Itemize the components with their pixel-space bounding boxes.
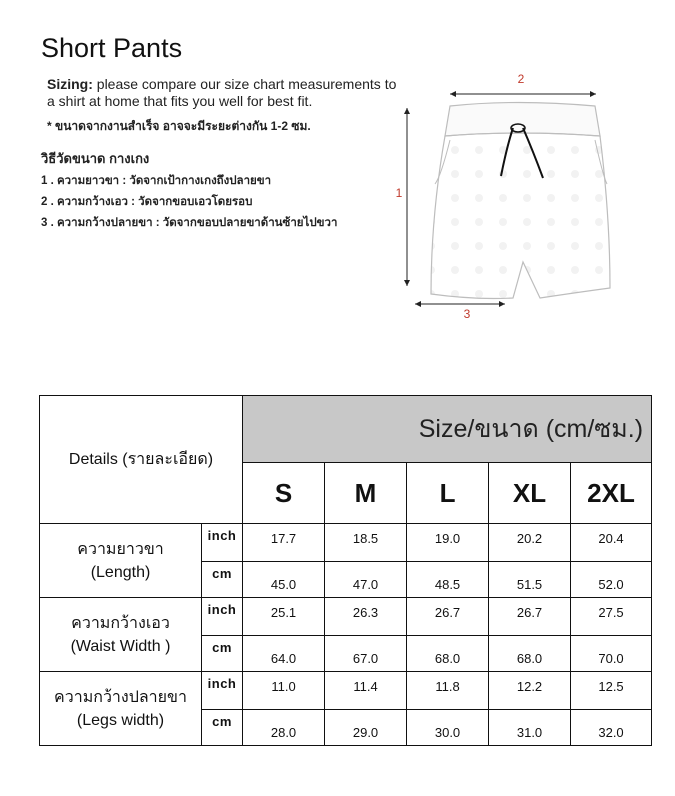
size-col-l: L xyxy=(407,463,489,524)
measure-step-1: 1 . ความยาวขา : วัดจากเป้ากางเกงถึงปลายขา xyxy=(41,175,272,187)
cell-value: 52.0 xyxy=(571,562,652,598)
cell-value: 31.0 xyxy=(489,710,571,746)
cell-value: 26.3 xyxy=(325,598,407,636)
sizing-note xyxy=(47,76,407,110)
cell-value: 11.8 xyxy=(407,672,489,710)
cell-value: 51.5 xyxy=(489,562,571,598)
row-label-th: ความกว้างปลายขา xyxy=(54,688,187,706)
shorts-diagram-icon xyxy=(395,66,635,326)
unit-inch: inch xyxy=(202,672,243,710)
unit-cm: cm xyxy=(202,562,243,598)
cell-value: 18.5 xyxy=(325,524,407,562)
cell-value: 27.5 xyxy=(571,598,652,636)
cell-value: 30.0 xyxy=(407,710,489,746)
row-label-th: ความยาวขา xyxy=(77,540,164,558)
cell-value: 11.4 xyxy=(325,672,407,710)
dimension-label-2: 2 xyxy=(517,72,525,86)
cell-value: 68.0 xyxy=(407,636,489,672)
unit-cm: cm xyxy=(202,710,243,746)
unit-inch: inch xyxy=(202,598,243,636)
cell-value: 64.0 xyxy=(243,636,325,672)
cell-value: 25.1 xyxy=(243,598,325,636)
tolerance-note: * ขนาดจากงานสำเร็จ อาจจะมีระยะต่างกัน 1-2 ซม. xyxy=(47,119,311,133)
cell-value: 47.0 xyxy=(325,562,407,598)
how-to-measure-title: วิธีวัดขนาด กางเกง xyxy=(41,151,150,166)
table-row xyxy=(40,598,652,636)
cell-value: 12.2 xyxy=(489,672,571,710)
size-col-s: S xyxy=(243,463,325,524)
cell-value: 20.4 xyxy=(571,524,652,562)
dimension-label-3: 3 xyxy=(463,307,471,321)
cell-value: 20.2 xyxy=(489,524,571,562)
measure-step-2: 2 . ความกว้างเอว : วัดจากขอบเอวโดยรอบ xyxy=(41,196,253,208)
cell-value: 67.0 xyxy=(325,636,407,672)
row-label-en: (Legs width) xyxy=(76,711,165,729)
cell-value: 48.5 xyxy=(407,562,489,598)
row-label-waist xyxy=(40,598,202,672)
cell-value: 26.7 xyxy=(407,598,489,636)
row-label-en: (Waist Width ) xyxy=(70,637,171,655)
size-col-xl: XL xyxy=(489,463,571,524)
cell-value: 45.0 xyxy=(243,562,325,598)
unit-inch: inch xyxy=(202,524,243,562)
measure-step-3: 3 . ความกว้างปลายขา : วัดจากขอบปลายขาด้านซ้ายไปขวา xyxy=(41,217,338,229)
table-row xyxy=(40,672,652,710)
cell-value: 68.0 xyxy=(489,636,571,672)
row-label-en: (Length) xyxy=(90,563,151,581)
dimension-label-1: 1 xyxy=(395,186,403,200)
cell-value: 70.0 xyxy=(571,636,652,672)
row-label-th: ความกว้างเอว xyxy=(71,614,170,632)
cell-value: 19.0 xyxy=(407,524,489,562)
details-header: Details (รายละเอียด) xyxy=(40,396,243,524)
size-col-m: M xyxy=(325,463,407,524)
size-header: Size/ขนาด (cm/ซม.) xyxy=(243,396,652,463)
cell-value: 11.0 xyxy=(243,672,325,710)
sizing-text: please compare our size chart measurements to a shirt at home that fits you well for best fit. xyxy=(47,76,397,109)
row-label-legs-width xyxy=(40,672,202,746)
unit-cm: cm xyxy=(202,636,243,672)
table-row xyxy=(40,524,652,562)
cell-value: 12.5 xyxy=(571,672,652,710)
cell-value: 32.0 xyxy=(571,710,652,746)
size-col-2xl: 2XL xyxy=(571,463,652,524)
sizing-label: Sizing: xyxy=(47,76,93,92)
cell-value: 17.7 xyxy=(243,524,325,562)
cell-value: 29.0 xyxy=(325,710,407,746)
size-chart-table xyxy=(39,395,652,746)
page-title: Short Pants xyxy=(41,33,183,63)
cell-value: 28.0 xyxy=(243,710,325,746)
row-label-length xyxy=(40,524,202,598)
cell-value: 26.7 xyxy=(489,598,571,636)
